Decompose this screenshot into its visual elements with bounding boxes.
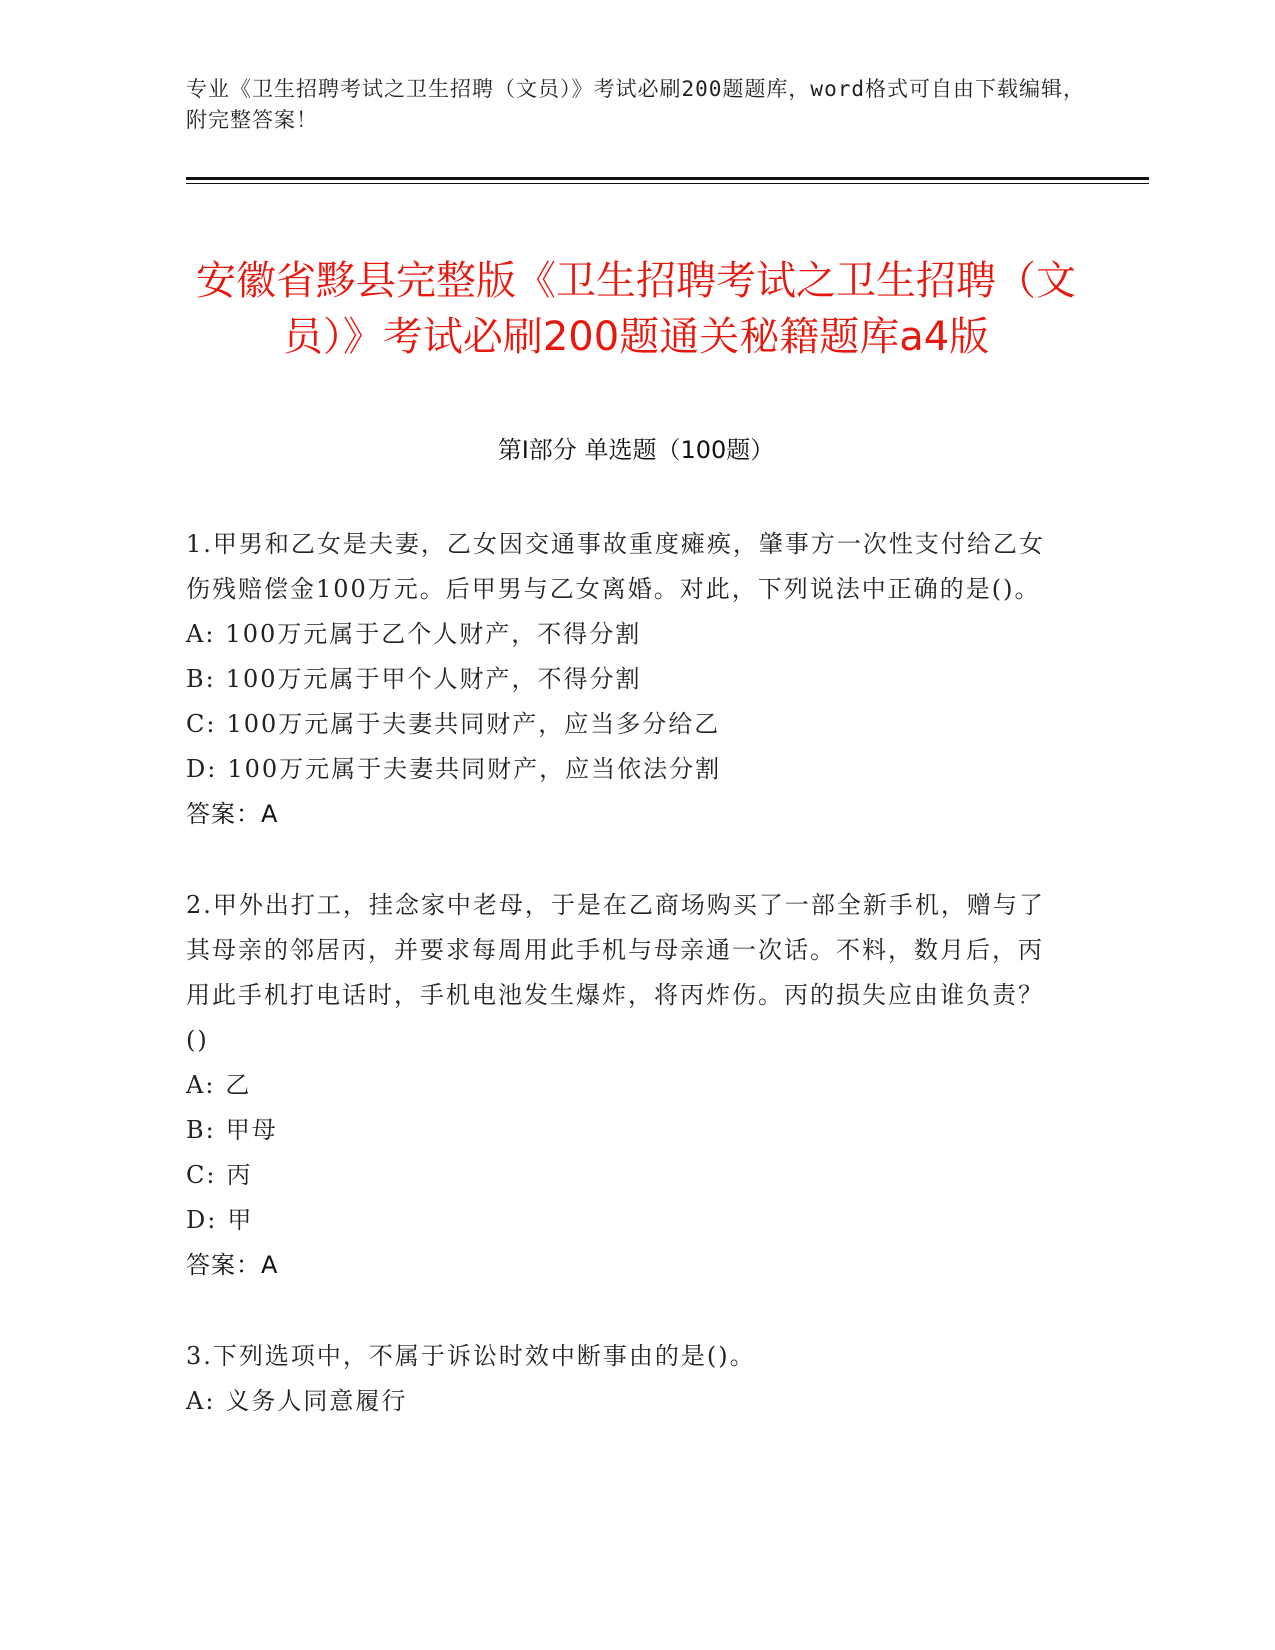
option-text: 丙	[226, 1161, 253, 1189]
header-note: 专业《卫生招聘考试之卫生招聘（文员）》考试必刷200题题库，word格式可自由下载编辑，附完整答案！	[186, 77, 1085, 132]
option-key: A:	[186, 1387, 216, 1415]
option-key: D:	[186, 755, 218, 783]
question-option	[186, 1153, 1066, 1198]
question-1	[186, 522, 1066, 837]
question-option	[186, 1198, 1066, 1243]
header-divider-thin	[186, 183, 1149, 184]
option-text: 甲	[227, 1206, 254, 1234]
question-2	[186, 883, 1066, 1288]
option-text: 100万元属于夫妻共同财产，应当依法分割	[227, 755, 722, 783]
header-divider-thick	[186, 177, 1149, 180]
option-text: 甲母	[225, 1116, 278, 1144]
question-option	[186, 1108, 1066, 1153]
option-text: 义务人同意履行	[225, 1387, 408, 1415]
section-title: 第I部分 单选题（100题）	[497, 436, 775, 464]
question-option	[186, 612, 1066, 657]
question-stem: 2.甲外出打工，挂念家中老母，于是在乙商场购买了一部全新手机，赠与了其母亲的邻居丙，并要求每周用此手机与母亲通一次话。不料，数月后，丙用此手机打电话时，手机电池发生爆炸，将丙炸伤。丙的损失应由谁负责？()	[186, 891, 1045, 1054]
answer-label: 答案：	[186, 1251, 261, 1279]
question-stem: 3.下列选项中，不属于诉讼时效中断事由的是()。	[186, 1342, 756, 1370]
question-option	[186, 1379, 1066, 1424]
answer-label: 答案：	[186, 800, 261, 828]
question-answer	[186, 1243, 1066, 1288]
option-text: 乙	[225, 1071, 252, 1099]
option-text: 100万元属于乙个人财产，不得分割	[225, 620, 642, 648]
option-key: C:	[186, 1161, 217, 1189]
answer-value: A	[261, 1251, 279, 1279]
question-option	[186, 657, 1066, 702]
question-3	[186, 1334, 1066, 1424]
question-option	[186, 1063, 1066, 1108]
option-key: B:	[186, 1116, 216, 1144]
option-key: A:	[186, 620, 216, 648]
question-option	[186, 747, 1066, 792]
question-option	[186, 702, 1066, 747]
option-key: D:	[186, 1206, 218, 1234]
question-answer	[186, 792, 1066, 837]
answer-value: A	[261, 800, 279, 828]
option-text: 100万元属于夫妻共同财产，应当多分给乙	[226, 710, 721, 738]
question-list	[186, 522, 1066, 1424]
option-key: A:	[186, 1071, 216, 1099]
option-key: B:	[186, 665, 216, 693]
question-stem: 1.甲男和乙女是夫妻，乙女因交通事故重度瘫痪，肇事方一次性支付给乙女伤残赔偿金100万元。后甲男与乙女离婚。对此，下列说法中正确的是()。	[186, 530, 1045, 603]
document-title: 安徽省黟县完整版《卫生招聘考试之卫生招聘（文员）》考试必刷200题通关秘籍题库a4版	[196, 257, 1076, 360]
option-text: 100万元属于甲个人财产，不得分割	[225, 665, 642, 693]
option-key: C:	[186, 710, 217, 738]
